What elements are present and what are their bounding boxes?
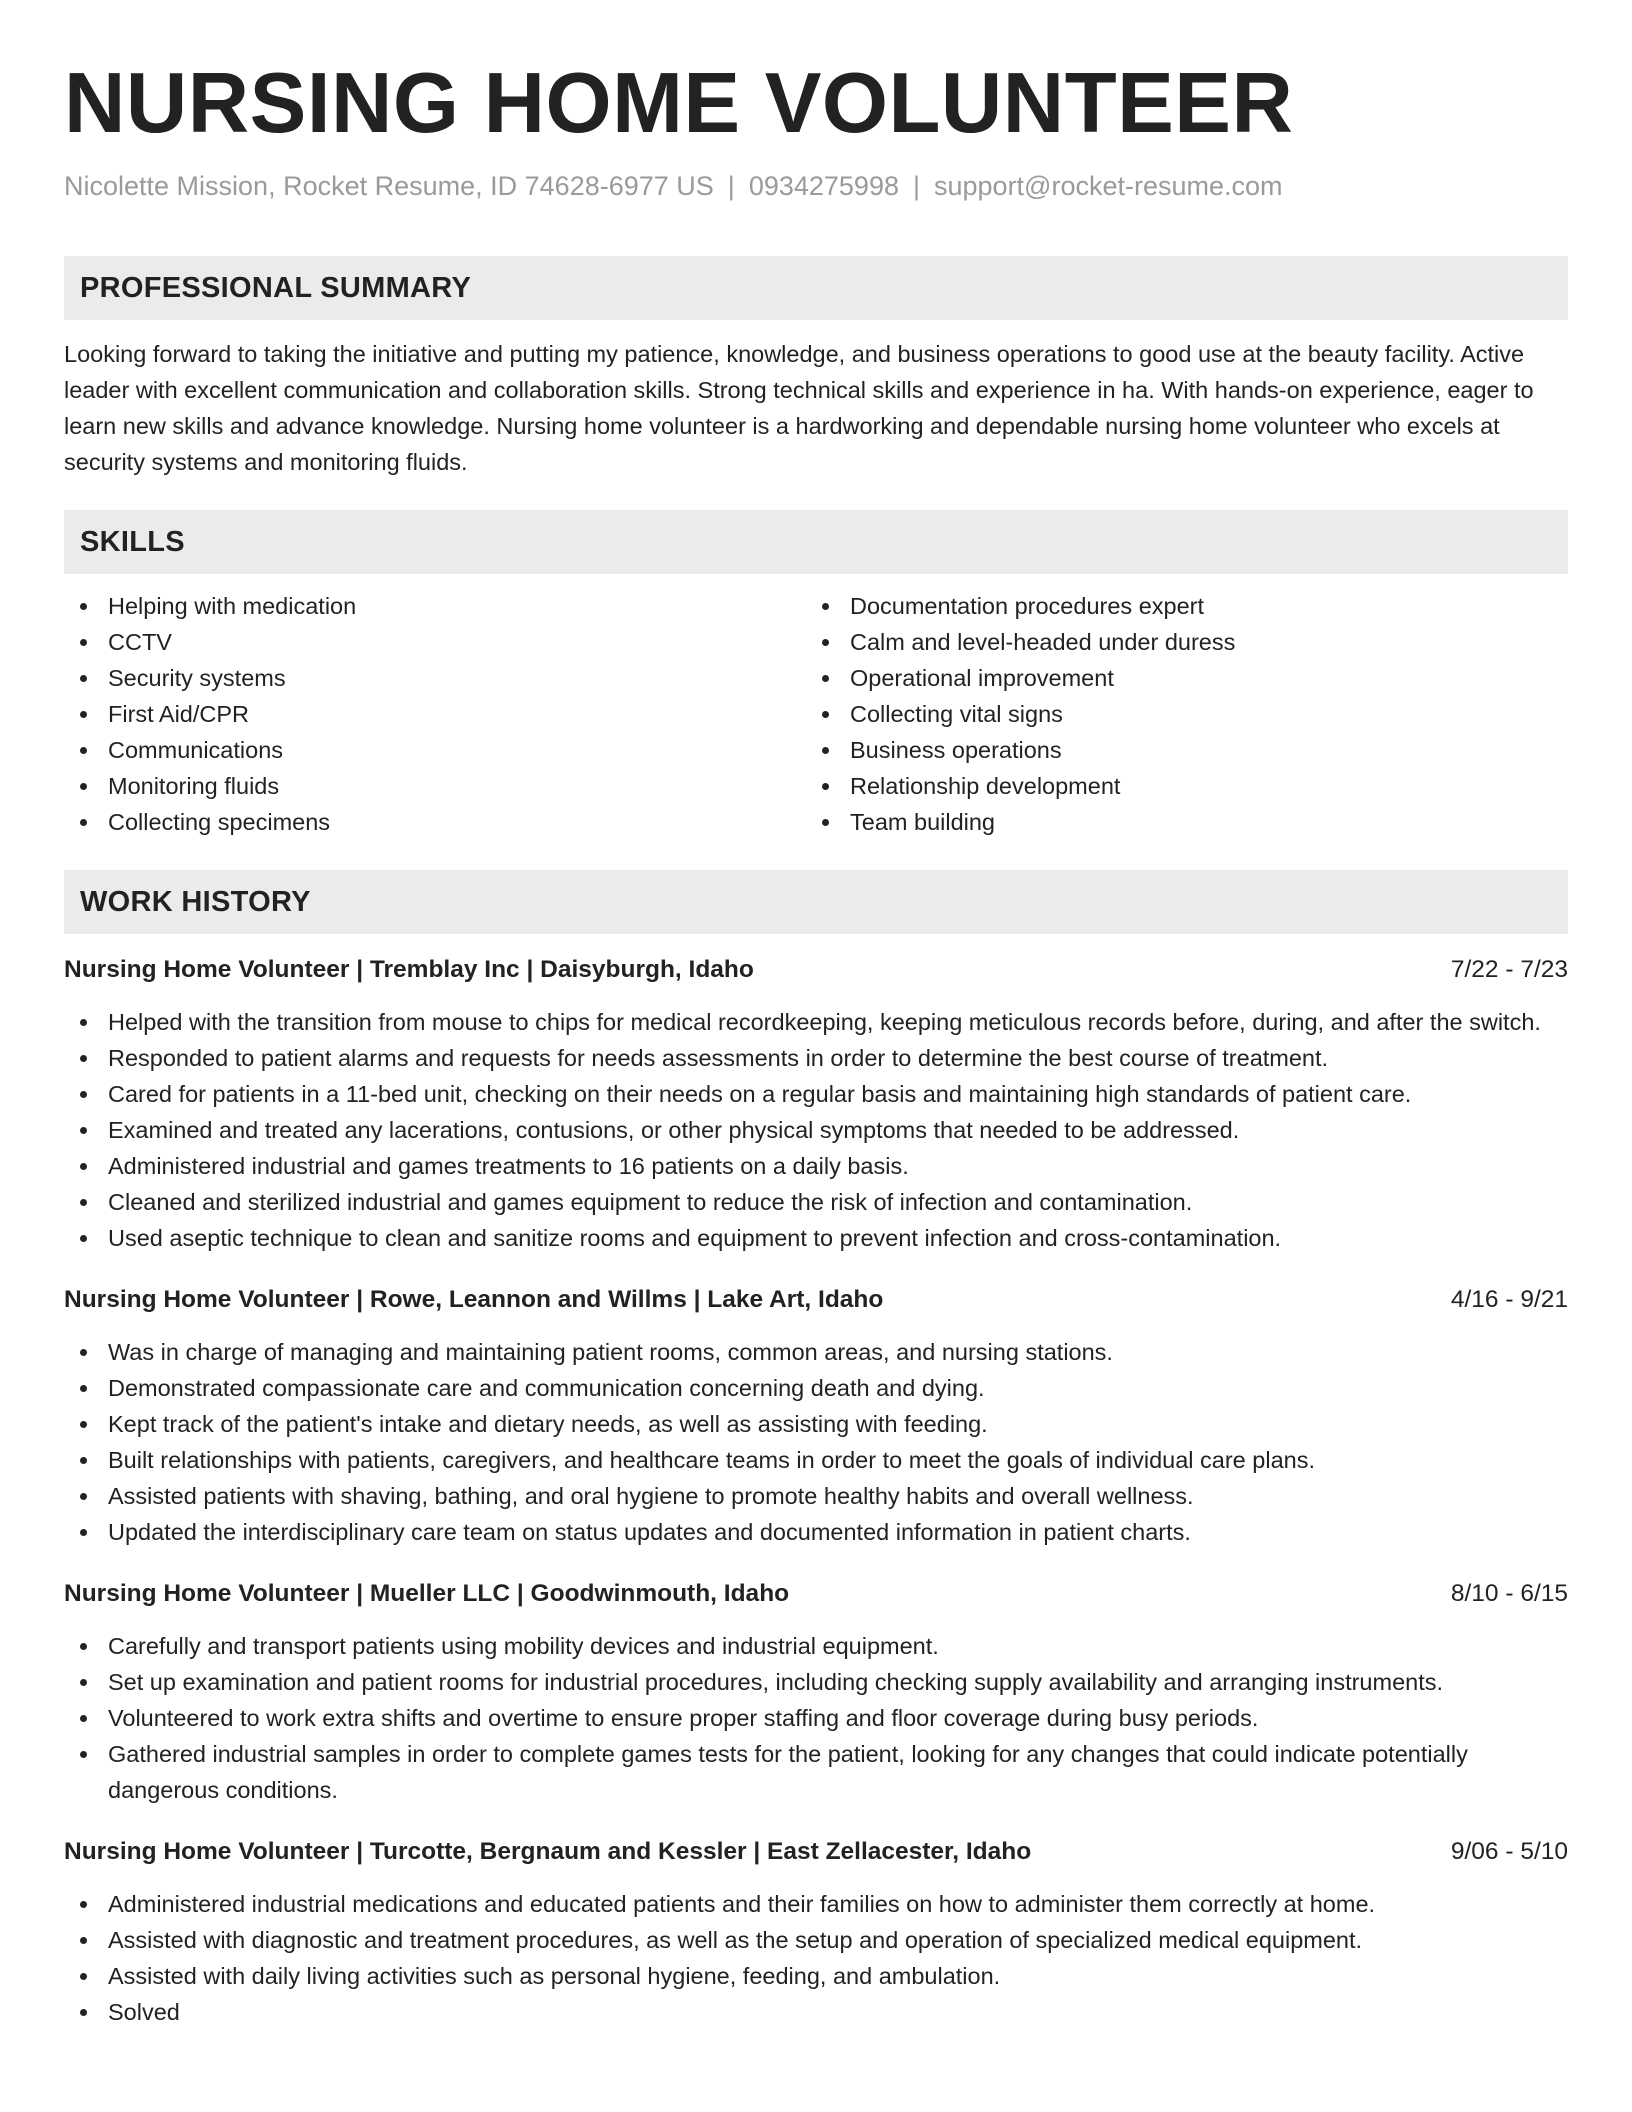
- job-header: [64, 1834, 1568, 1870]
- job-bullet: Kept track of the patient's intake and dietary needs, as well as assisting with feeding.: [64, 1406, 1568, 1442]
- job-dates: 8/10 - 6/15: [1450, 1580, 1568, 1607]
- job-bullet: Built relationships with patients, caregivers, and healthcare teams in order to meet the goals of individual care plans.: [64, 1442, 1568, 1478]
- skill-item: Communications: [64, 732, 806, 768]
- job-bullets: [64, 1334, 1568, 1550]
- summary-text: Looking forward to taking the initiative and putting my patience, knowledge, and business operations to good use at the beauty facility. Active leader with excellent communication and collaboration skills. Strong technical skills and experience in ha. With hands-on experience, eager to learn new skills and advance knowledge. Nursing home volunteer is a hardworking and dependable nursing home volunteer who excels at security systems and monitoring fluids.: [64, 341, 1534, 475]
- contact-email: support@rocket-resume.com: [934, 171, 1283, 201]
- contact-separator: |: [727, 171, 735, 201]
- job-title: Nursing Home Volunteer | Tremblay Inc | Daisyburgh, Idaho: [64, 956, 754, 983]
- skill-item: Documentation procedures expert: [806, 588, 1548, 624]
- skill-item: First Aid/CPR: [64, 696, 806, 732]
- job-bullet: Used aseptic technique to clean and sanitize rooms and equipment to prevent infection and cross-contamination.: [64, 1220, 1568, 1256]
- skill-item: Collecting specimens: [64, 804, 806, 840]
- job-bullet: Set up examination and patient rooms for industrial procedures, including checking supply availability and arranging instruments.: [64, 1664, 1568, 1700]
- section-header-skills: SKILLS: [64, 510, 1568, 574]
- skill-item: Business operations: [806, 732, 1548, 768]
- skills-list: [64, 588, 1568, 840]
- job-bullet: Assisted patients with shaving, bathing, and oral hygiene to promote healthy habits and overall wellness.: [64, 1478, 1568, 1514]
- job-entry: [64, 1576, 1568, 1808]
- resume-page: [64, 0, 1568, 2030]
- skill-item: Team building: [806, 804, 1548, 840]
- job-entry: [64, 1282, 1568, 1550]
- job-bullet: Was in charge of managing and maintaining patient rooms, common areas, and nursing stations.: [64, 1334, 1568, 1370]
- skills-column-right: [806, 588, 1548, 840]
- job-bullet: Responded to patient alarms and requests for needs assessments in order to determine the best course of treatment.: [64, 1040, 1568, 1076]
- job-bullets: [64, 1886, 1568, 2030]
- skills-column-left: [64, 588, 806, 840]
- job-header: [64, 952, 1568, 988]
- job-entry: [64, 952, 1568, 1256]
- skill-item: Relationship development: [806, 768, 1548, 804]
- job-bullet: Assisted with daily living activities such as personal hygiene, feeding, and ambulation.: [64, 1958, 1568, 1994]
- job-bullet: Updated the interdisciplinary care team on status updates and documented information in patient charts.: [64, 1514, 1568, 1550]
- contact-separator: |: [912, 171, 920, 201]
- job-title: Nursing Home Volunteer | Mueller LLC | Goodwinmouth, Idaho: [64, 1580, 790, 1607]
- job-bullet: Gathered industrial samples in order to complete games tests for the patient, looking for any changes that could indicate potentially dangerous conditions.: [64, 1736, 1568, 1808]
- job-bullet: Solved: [64, 1994, 1568, 2030]
- skill-item: Calm and level-headed under duress: [806, 624, 1548, 660]
- skill-item: Collecting vital signs: [806, 696, 1548, 732]
- job-bullet: Demonstrated compassionate care and communication concerning death and dying.: [64, 1370, 1568, 1406]
- contact-line: [64, 168, 1568, 204]
- contact-address: Nicolette Mission, Rocket Resume, ID 74628-6977 US: [64, 171, 714, 201]
- job-bullet: Assisted with diagnostic and treatment procedures, as well as the setup and operation of specialized medical equipment.: [64, 1922, 1568, 1958]
- job-bullet: Administered industrial and games treatments to 16 patients on a daily basis.: [64, 1148, 1568, 1184]
- job-bullets: [64, 1004, 1568, 1256]
- contact-phone: 0934275998: [748, 171, 899, 201]
- job-dates: 9/06 - 5/10: [1450, 1838, 1568, 1865]
- section-header-summary: PROFESSIONAL SUMMARY: [64, 256, 1568, 320]
- skill-item: Monitoring fluids: [64, 768, 806, 804]
- resume-title: NURSING HOME VOLUNTEER: [64, 56, 1294, 151]
- job-bullet: Examined and treated any lacerations, contusions, or other physical symptoms that needed to be addressed.: [64, 1112, 1568, 1148]
- job-bullets: [64, 1628, 1568, 1808]
- job-header: [64, 1282, 1568, 1318]
- skill-item: Operational improvement: [806, 660, 1548, 696]
- job-bullet: Volunteered to work extra shifts and overtime to ensure proper staffing and floor coverage during busy periods.: [64, 1700, 1568, 1736]
- job-bullet: Helped with the transition from mouse to chips for medical recordkeeping, keeping meticulous records before, during, and after the switch.: [64, 1004, 1568, 1040]
- skill-item: CCTV: [64, 624, 806, 660]
- job-bullet: Carefully and transport patients using mobility devices and industrial equipment.: [64, 1628, 1568, 1664]
- job-bullet: Cleaned and sterilized industrial and games equipment to reduce the risk of infection and contamination.: [64, 1184, 1568, 1220]
- job-dates: 4/16 - 9/21: [1450, 1286, 1568, 1313]
- job-title: Nursing Home Volunteer | Rowe, Leannon and Willms | Lake Art, Idaho: [64, 1286, 884, 1313]
- skill-item: Helping with medication: [64, 588, 806, 624]
- job-header: [64, 1576, 1568, 1612]
- skill-item: Security systems: [64, 660, 806, 696]
- job-entry: [64, 1834, 1568, 2030]
- job-title: Nursing Home Volunteer | Turcotte, Bergnaum and Kessler | East Zellacester, Idaho: [64, 1838, 1032, 1865]
- job-bullet: Cared for patients in a 11-bed unit, checking on their needs on a regular basis and maintaining high standards of patient care.: [64, 1076, 1568, 1112]
- job-bullet: Administered industrial medications and educated patients and their families on how to administer them correctly at home.: [64, 1886, 1568, 1922]
- section-header-work-history: WORK HISTORY: [64, 870, 1568, 934]
- job-dates: 7/22 - 7/23: [1450, 956, 1568, 983]
